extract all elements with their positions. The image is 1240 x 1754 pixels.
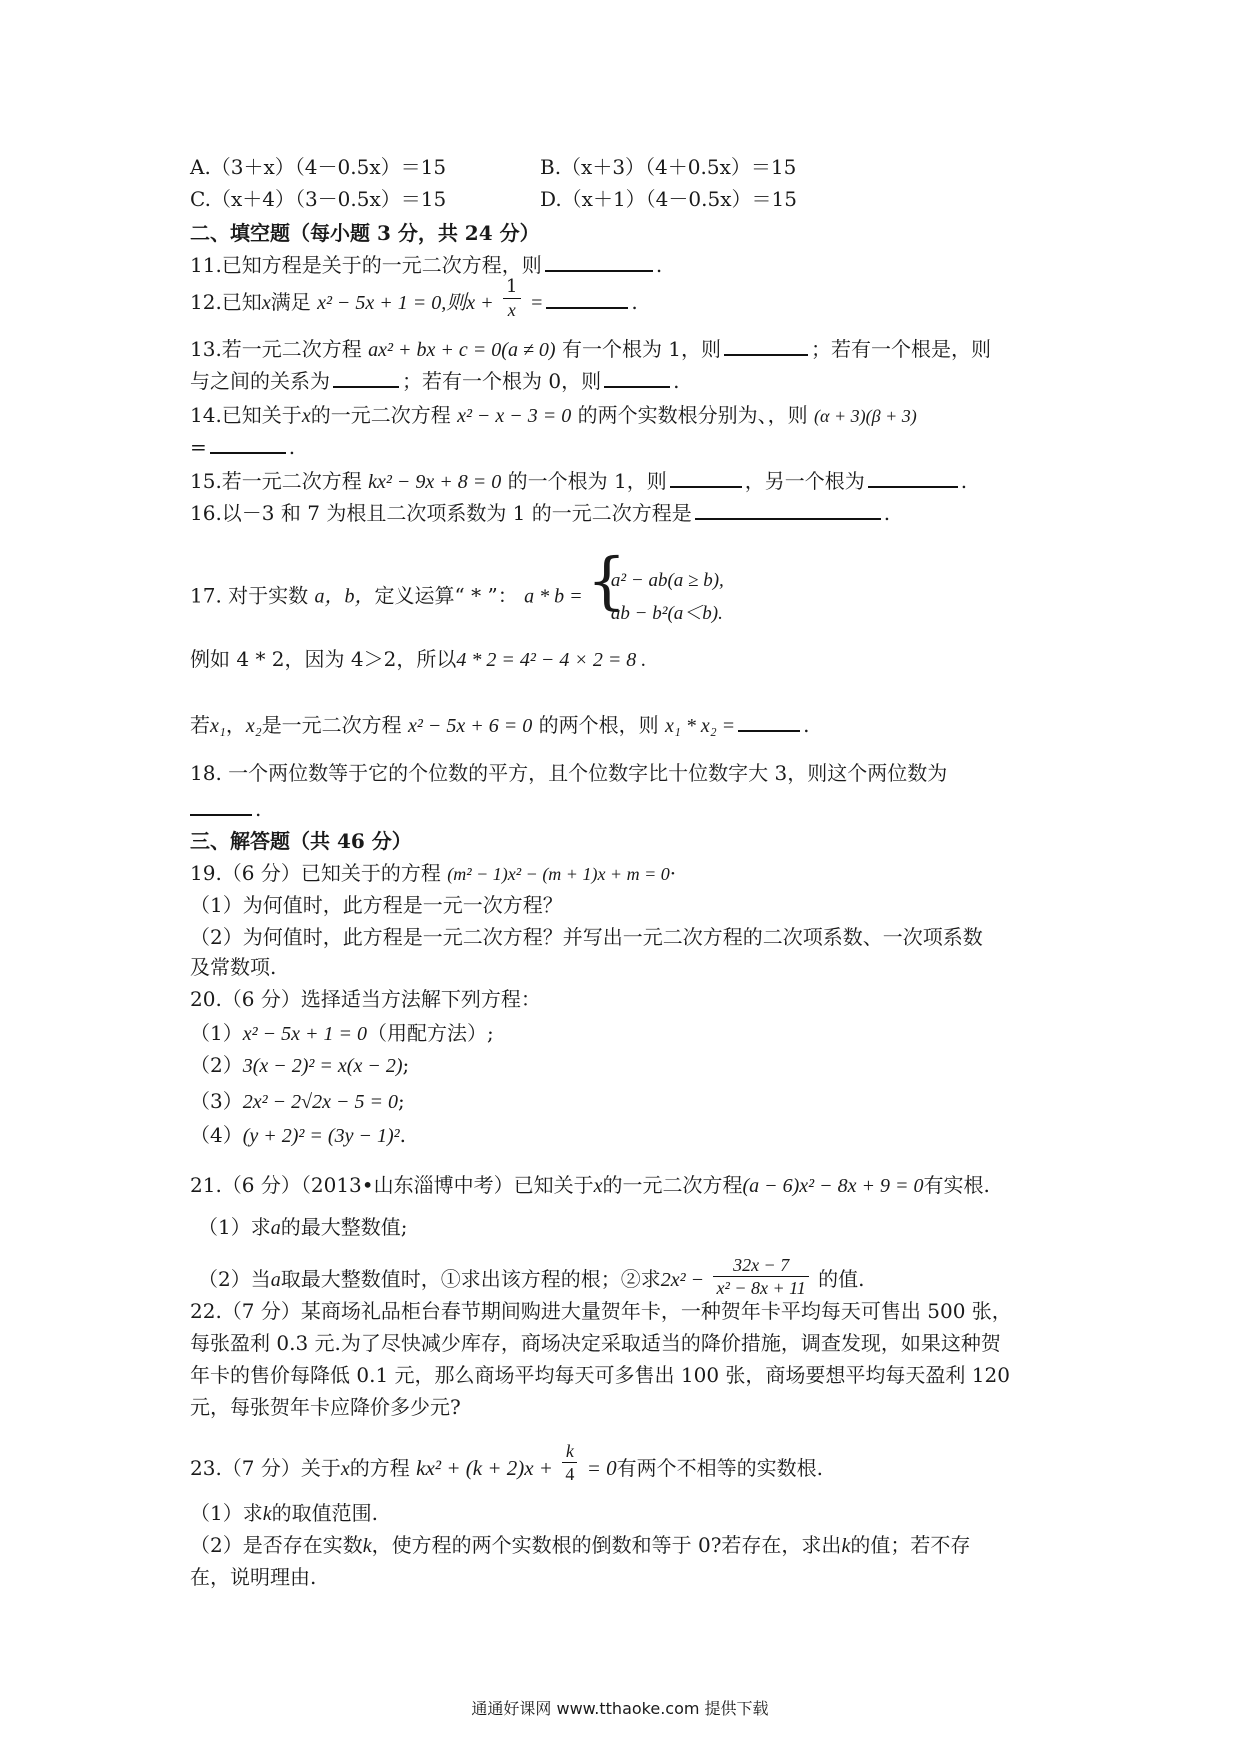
q20-sub2-label: （2） xyxy=(190,1053,243,1077)
q12-numerator: 1 xyxy=(503,276,520,299)
q10-option-b-text: B.（x＋3）（4＋0.5x）＝15 xyxy=(540,155,797,179)
question-16 xyxy=(190,500,890,526)
q12-answer-blank[interactable] xyxy=(546,289,628,309)
q13-answer-blank-2[interactable] xyxy=(333,368,399,388)
q17-x2: x₂ xyxy=(245,715,262,737)
q15-equation: kx² − 9x + 8 = 0 xyxy=(368,471,502,493)
question-22-line-2: 每张盈利 0.3 元.为了尽快减少库存，商场决定采取适当的降价措施，调查发现，如果这种贺 xyxy=(190,1331,1001,1355)
q23-part1-variable: k xyxy=(262,1503,272,1525)
q23-prefix: 23.（7 分）关于 xyxy=(190,1456,341,1480)
q14-equation: x² − x − 3 = 0 xyxy=(457,405,572,427)
question-21-part-1 xyxy=(198,1214,407,1241)
question-21 xyxy=(190,1172,990,1199)
q13-answer-blank-3[interactable] xyxy=(604,368,670,388)
question-17-example xyxy=(190,646,646,673)
q21-prefix: 21.（6 分）（2013•山东淄博中考）已知关于 xyxy=(190,1173,594,1197)
section-2-heading: 二、填空题（每小题 3 分，共 24 分） xyxy=(190,221,540,245)
q10-option-c-text: C.（x＋4）（3－0.5x）＝15 xyxy=(190,187,447,211)
question-17 xyxy=(190,544,724,630)
q12-denominator: x xyxy=(507,300,516,320)
section-3-heading: 三、解答题（共 46 分） xyxy=(190,829,412,853)
q14-mid: 的一元二次方程 xyxy=(310,403,451,427)
q14-prefix: 14.已知关于 xyxy=(190,403,302,427)
question-19-part-3: 及常数项. xyxy=(190,955,277,979)
q17-question-expression: x₁ * x₂ = xyxy=(665,715,736,737)
question-20-sub-4 xyxy=(190,1122,406,1149)
q17-mid: 定义运算“ * ”： xyxy=(374,583,518,608)
q23-part2-variable: k xyxy=(362,1535,372,1557)
q15-prefix: 15.若一元二次方程 xyxy=(190,469,362,493)
q17-variables: a，b， xyxy=(314,585,375,608)
q23-part2-prefix: （2）是否存在实数 xyxy=(190,1533,363,1557)
q21-denominator: x² − 8x + 11 xyxy=(716,1278,806,1298)
q21-mid: 的一元二次方程 xyxy=(602,1173,743,1197)
question-17-question xyxy=(190,712,810,739)
question-13-line-2 xyxy=(190,368,679,394)
q13-post: ；若有一个根是，则 xyxy=(811,337,992,361)
q23-mid: 的方程 xyxy=(349,1456,410,1480)
q19-equation: (m² − 1)x² − (m + 1)x + m = 0 xyxy=(447,864,670,884)
q12-equals: = xyxy=(529,292,544,314)
question-12 xyxy=(190,276,638,321)
q21-part2-variable: a xyxy=(270,1269,281,1291)
q13-equation: ax² + bx + c = 0(a ≠ 0) xyxy=(368,339,556,361)
page-footer: 通通好课网 www.tthaoke.com 提供下载 xyxy=(471,1699,769,1718)
q20-sub1-label: （1） xyxy=(190,1021,243,1045)
q12-end: . xyxy=(631,290,638,314)
q23-part2-mid: ，使方程的两个实数根的倒数和等于 0?若存在，求出 xyxy=(371,1533,842,1557)
question-21-part-2 xyxy=(198,1255,865,1299)
q14-post: 的两个实数根分别为、，则 xyxy=(577,403,808,427)
question-22-line-3: 年卡的售价每降低 0.1 元，那么商场平均每天可多售出 100 张，商场要想平均每天盈利 120 xyxy=(190,1363,1010,1387)
q17-prefix: 17. 对于实数 xyxy=(190,583,309,608)
q20-sub2-post: ; xyxy=(402,1053,410,1077)
q17-case-1: a² − ab(a ≥ b), xyxy=(610,570,724,591)
q15-end: . xyxy=(960,469,968,493)
q11-end: . xyxy=(655,253,663,277)
q17-example-equation: 4 * 2 = 4² − 4 × 2 = 8 . xyxy=(456,649,647,671)
q10-option-c xyxy=(190,186,446,212)
question-23-part-2 xyxy=(190,1532,970,1559)
question-22-line-4: 元，每张贺年卡应降价多少元? xyxy=(190,1395,461,1419)
q17-x1: x₁ xyxy=(210,715,226,737)
q20-sub4-equation: (y + 2)² = (3y − 1)² xyxy=(242,1125,400,1147)
q10-option-a-text: A.（3＋x）（4－0.5x）＝15 xyxy=(190,155,447,179)
q10-option-d-text: D.（x＋1）（4－0.5x）＝15 xyxy=(540,187,797,211)
q21-part1-post: 的最大整数值; xyxy=(280,1215,408,1239)
q13-line2-end: . xyxy=(673,369,680,393)
q21-post: 有实根. xyxy=(923,1173,990,1197)
q23-variable: x xyxy=(340,1458,350,1480)
q20-sub2-equation: 3(x − 2)² = x(x − 2) xyxy=(242,1055,403,1077)
question-14-line-2 xyxy=(190,434,295,460)
q10-option-a xyxy=(190,154,446,180)
q17-lhs: a * b = xyxy=(524,585,583,608)
question-20-sub-1 xyxy=(190,1020,494,1047)
q21-numerator: 32x − 7 xyxy=(713,1254,808,1277)
q14-equals: = xyxy=(190,435,207,459)
q12-mid: 满足 xyxy=(270,290,311,314)
q15-mid: 的一个根为 1，则 xyxy=(507,469,667,493)
q21-part2-post: 的值. xyxy=(818,1267,865,1291)
q13-line2-prefix: 与之间的关系为 xyxy=(190,369,330,393)
q21-equation: (a − 6)x² − 8x + 9 = 0 xyxy=(742,1175,924,1197)
q21-fraction xyxy=(713,1254,808,1299)
q14-expression: (α + 3)(β + 3) xyxy=(814,406,917,426)
q23-equation-rhs: = 0 xyxy=(586,1456,617,1480)
question-19 xyxy=(190,860,676,887)
q15-answer-blank-1[interactable] xyxy=(670,468,742,488)
q13-answer-blank-1[interactable] xyxy=(724,336,808,356)
question-23 xyxy=(190,1441,823,1485)
q20-sub3-post: ; xyxy=(397,1089,405,1113)
q21-part1-prefix: （1）求 xyxy=(198,1215,271,1239)
q19-end: · xyxy=(669,861,677,885)
q12-prefix: 12.已知 xyxy=(190,290,262,314)
q21-variable: x xyxy=(593,1175,603,1197)
q23-denominator: 4 xyxy=(565,1464,575,1484)
q17-case-2: ab − b²(a＜b). xyxy=(610,603,723,624)
q21-part1-variable: a xyxy=(270,1217,281,1239)
q17-question-equation: x² − 5x + 6 = 0 xyxy=(408,715,533,737)
q13-mid: 有一个根为 1，则 xyxy=(561,337,722,361)
q17-question-prefix: 若 xyxy=(190,713,210,737)
q18-end: . xyxy=(255,797,262,821)
q17-piecewise xyxy=(586,544,724,630)
q16-answer-blank[interactable] xyxy=(695,500,881,520)
q12-variable: x xyxy=(261,292,271,314)
question-20: 20.（6 分）选择适当方法解下列方程： xyxy=(190,987,541,1011)
question-23-part-1 xyxy=(190,1500,378,1527)
q21-part2-equation: 2x² − xyxy=(660,1269,705,1291)
q20-sub1-post: （用配方法）; xyxy=(366,1021,494,1045)
question-23-part-3: 在，说明理由. xyxy=(190,1565,317,1589)
q23-part2-post: 的值；若不存 xyxy=(850,1533,971,1557)
q20-sub3-equation: 2x² − 2√2x − 5 = 0 xyxy=(242,1091,398,1113)
q10-option-d xyxy=(540,186,797,212)
q12-equation: x² − 5x + 1 = 0,则x + xyxy=(317,292,494,314)
q23-part1-prefix: （1）求 xyxy=(190,1501,263,1525)
q20-sub4-post: . xyxy=(399,1123,406,1147)
left-brace-icon: { xyxy=(586,544,627,617)
q15-answer-blank-2[interactable] xyxy=(868,468,958,488)
q16-end: . xyxy=(883,501,891,525)
q14-answer-blank[interactable] xyxy=(210,434,286,454)
question-20-sub-2 xyxy=(190,1052,409,1079)
q12-fraction xyxy=(503,276,520,321)
q10-option-b xyxy=(540,154,796,180)
q23-post: 有两个不相等的实数根. xyxy=(616,1456,823,1480)
q23-equation: kx² + (k + 2)x + xyxy=(416,1456,553,1480)
question-20-sub-3 xyxy=(190,1088,405,1115)
q23-part1-post: 的取值范围. xyxy=(271,1501,378,1525)
q17-question-mid: 是一元二次方程 xyxy=(261,713,402,737)
q13-line2-mid: ；若有一个根为 0，则 xyxy=(402,369,602,393)
q17-question-end: . xyxy=(803,713,810,737)
q23-numerator: k xyxy=(562,1440,577,1463)
question-19-part-2: （2）为何值时，此方程是一元二次方程？并写出一元二次方程的二次项系数、一次项系数 xyxy=(190,925,983,949)
q23-fraction xyxy=(562,1440,577,1485)
q18-text: 18. 一个两位数等于它的个位数的平方，且个位数字比十位数字大 3，则这个两位数为 xyxy=(190,761,948,785)
q15-mid2: ，另一个根为 xyxy=(744,469,865,493)
question-18-line-2 xyxy=(190,796,261,822)
q13-prefix: 13.若一元二次方程 xyxy=(190,337,362,361)
question-15 xyxy=(190,468,967,495)
q14-end: . xyxy=(288,435,296,459)
q21-part2-mid: 取最大整数值时，①求出该方程的根；②求 xyxy=(280,1267,661,1291)
q14-variable: x xyxy=(301,405,311,427)
q19-prefix: 19.（6 分）已知关于的方程 xyxy=(190,861,441,885)
q21-part2-prefix: （2）当 xyxy=(198,1267,271,1291)
q17-answer-blank[interactable] xyxy=(738,712,800,732)
q20-sub3-label: （3） xyxy=(190,1089,243,1113)
q23-part2-variable-2: k xyxy=(841,1535,851,1557)
question-19-part-1: （1）为何值时，此方程是一元一次方程？ xyxy=(190,893,563,917)
question-18 xyxy=(190,760,947,786)
q20-sub1-equation: x² − 5x + 1 = 0 xyxy=(242,1023,367,1045)
q11-text: 11.已知方程是关于的一元二次方程，则 xyxy=(190,253,542,277)
q17-example-text: 例如 4 * 2，因为 4＞2，所以 xyxy=(190,647,457,671)
q17-separator: ， xyxy=(225,713,246,737)
q17-question-post: 的两个根，则 xyxy=(538,713,659,737)
q11-answer-blank[interactable] xyxy=(545,252,653,272)
q18-answer-blank[interactable] xyxy=(190,796,252,816)
question-14-line-1 xyxy=(190,402,917,429)
q16-text: 16.以－3 和 7 为根且二次项系数为 1 的一元二次方程是 xyxy=(190,501,692,525)
question-22-line-1: 22.（7 分）某商场礼品柜台春节期间购进大量贺年卡，一种贺年卡平均每天可售出 500 张， xyxy=(190,1299,1012,1323)
question-11 xyxy=(190,252,662,278)
question-13-line-1 xyxy=(190,336,991,363)
q20-sub4-label: （4） xyxy=(190,1123,243,1147)
